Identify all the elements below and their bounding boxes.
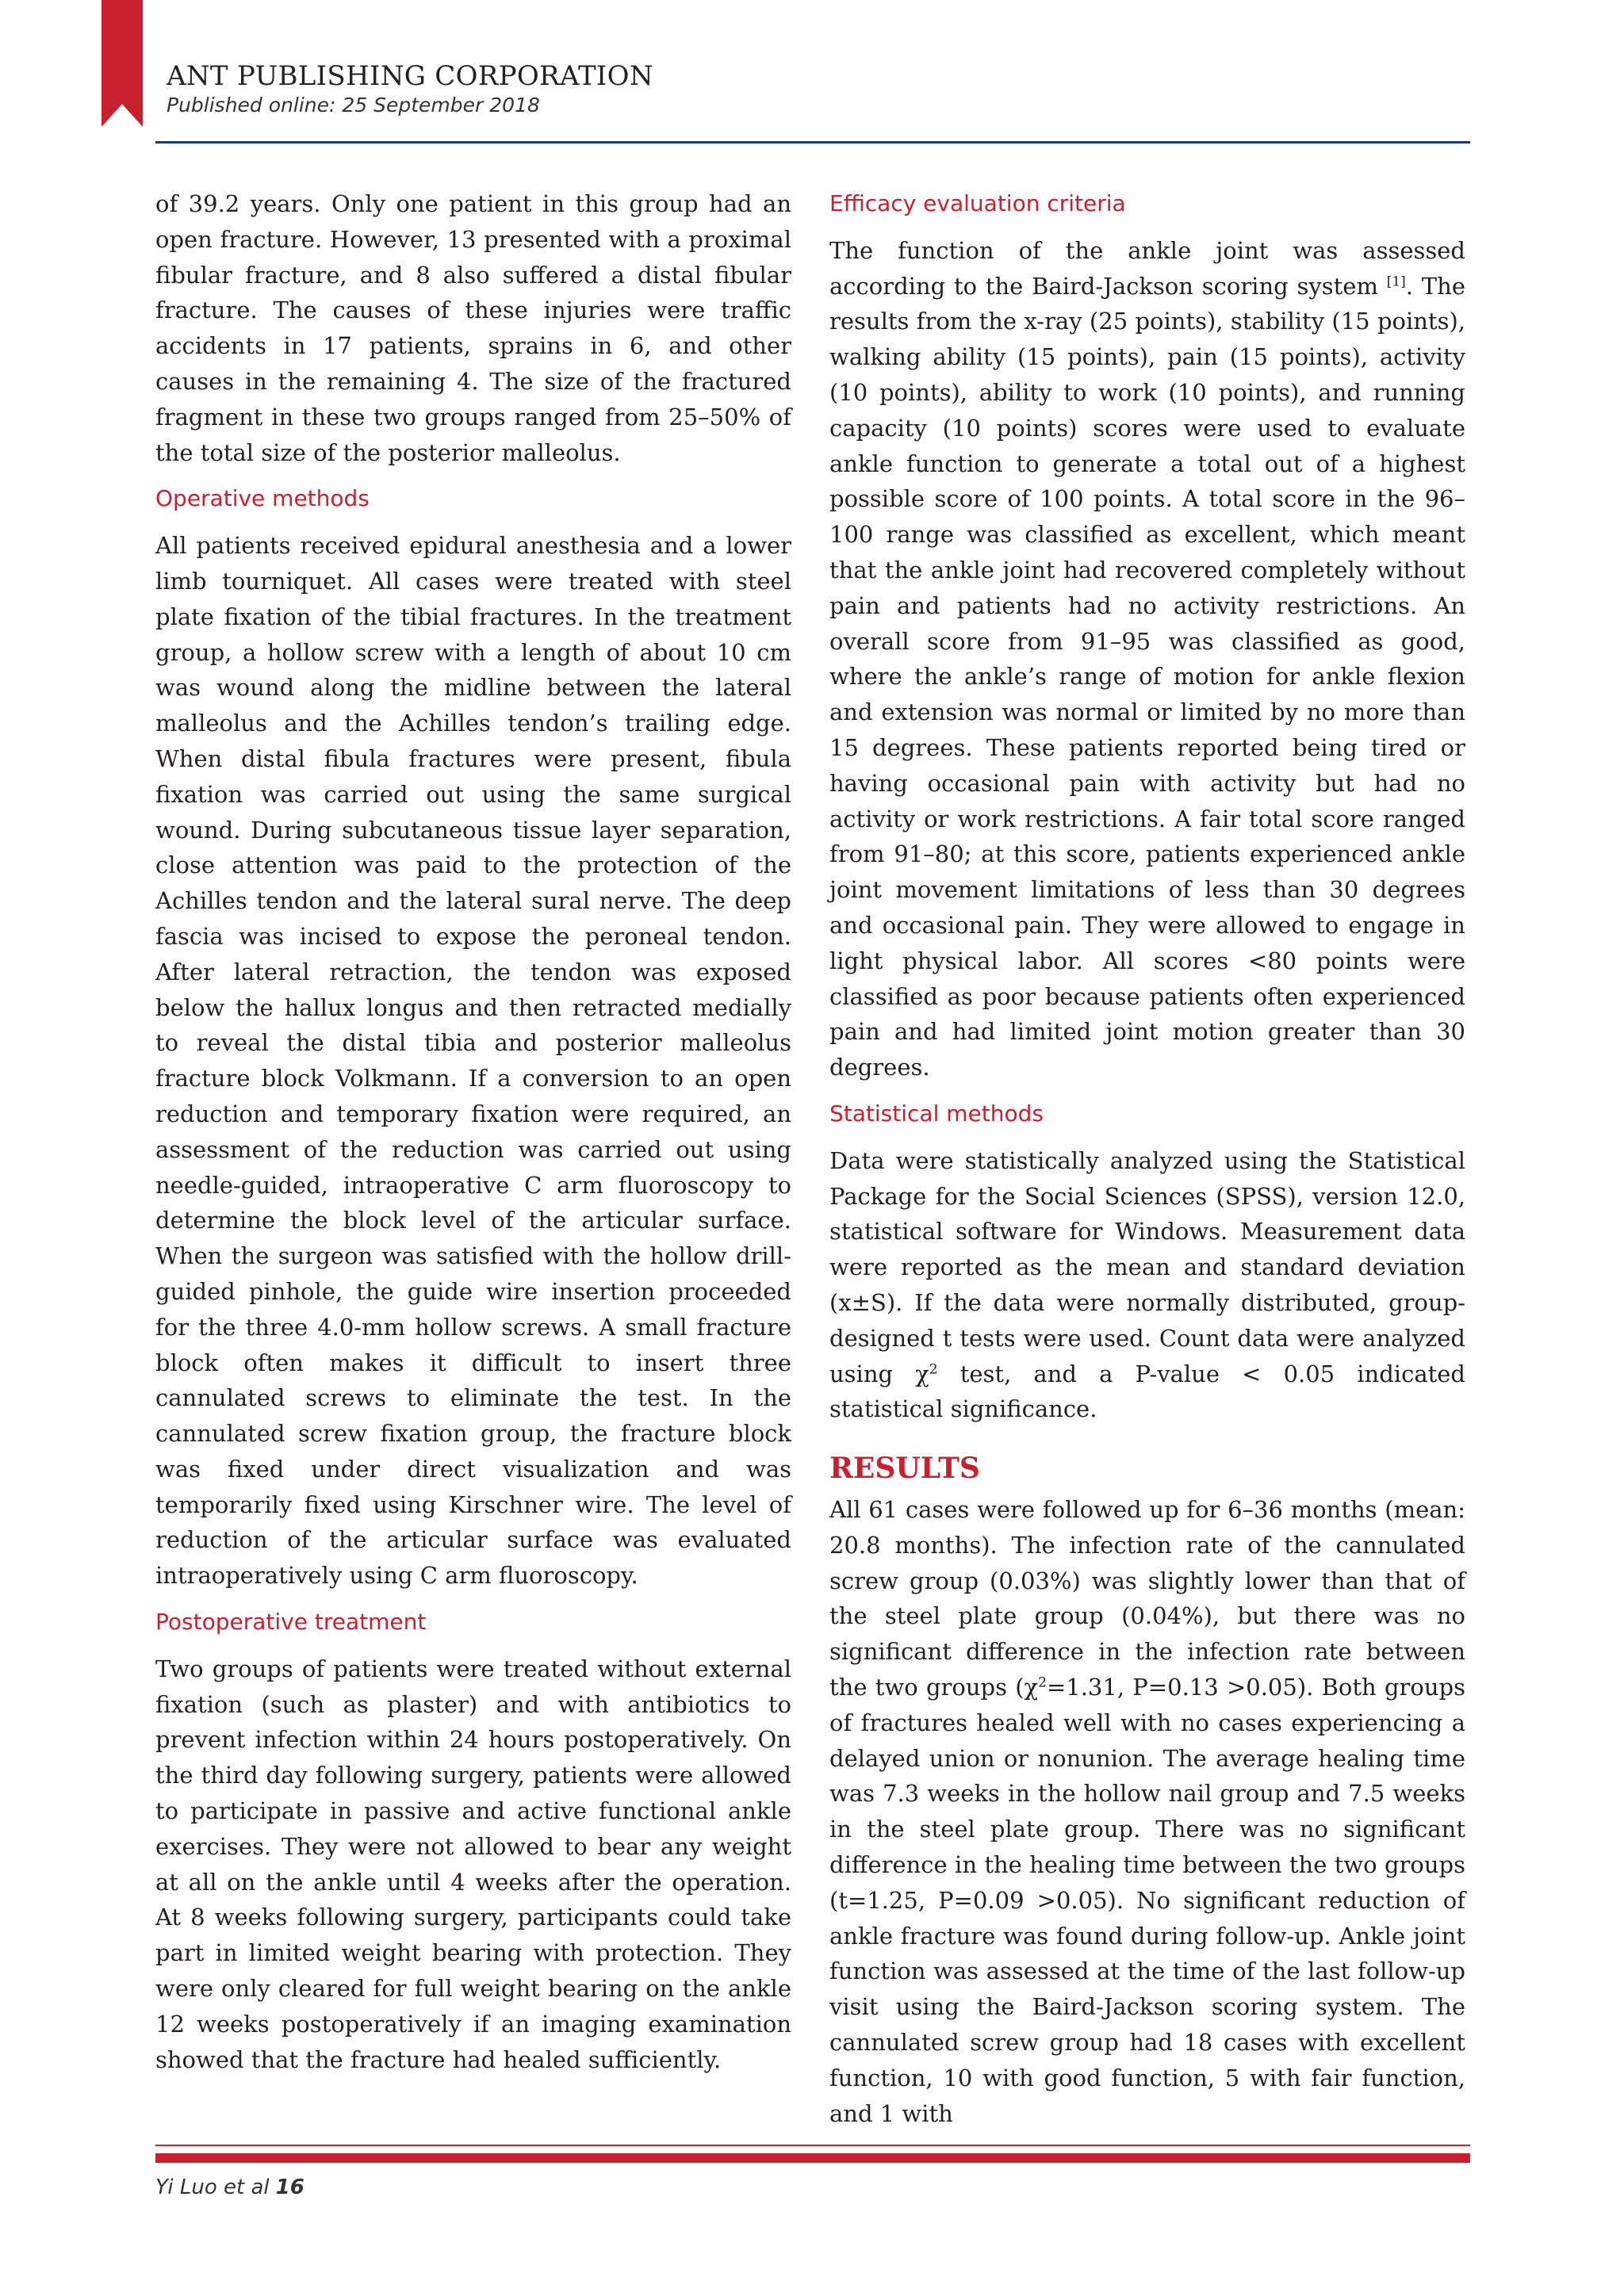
stats-text-part-1: Data were statistically analyzed using the Statistical Package for the Social Sciences (SPSS), version 12.0, statistical software for Windows. Measurement data were reported as the mean and standard deviation (x±S). If the data were normally distributed, group-designed t tests were used. Count data were analyzed using χ: [829, 1146, 1465, 1387]
footer-divider-thin: [155, 2145, 1470, 2146]
operative-methods-heading: Operative methods: [155, 485, 370, 512]
left-column: [155, 186, 791, 2077]
footer-divider-thick: [155, 2153, 1470, 2163]
stats-text-part-2: test, and a P-value < 0.05 indicated statistical significance.: [829, 1360, 1465, 1423]
right-column: [829, 186, 1465, 2131]
statistical-methods-heading: Statistical methods: [829, 1100, 1044, 1127]
header-divider: [155, 141, 1470, 144]
publisher-name: ANT PUBLISHING CORPORATION: [167, 60, 653, 92]
statistical-methods-paragraph: [829, 1143, 1465, 1427]
results-text-part-1: All 61 cases were followed up for 6–36 months (mean: 20.8 months). The infection rate of the cannulated screw group (0.03%) was slightly lower than that of the steel plate group (0.04%), but there was no significant difference in the infection rate between the two groups (χ: [829, 1496, 1465, 1701]
results-text-part-2: =1.31, P=0.13 >0.05). Both groups of fractures healed well with no cases experiencing a delayed union or nonunion. The average healing time was 7.3 weeks in the hollow nail group and 7.5 weeks in the steel plate group. There was no significant difference in the healing time between the two groups (t=1.25, P=0.09 >0.05). No significant reduction of ankle fracture was found during follow-up. Ankle joint function was assessed at the time of the last follow-up visit using the Baird-Jackson scoring system. The cannulated screw group had 18 cases with excellent function, 10 with good function, 5 with fair function, and 1 with: [829, 1674, 1465, 2127]
chi-square-superscript: 2: [1038, 1674, 1047, 1691]
results-paragraph: [829, 1492, 1465, 2131]
chi-square-superscript: 2: [929, 1360, 938, 1377]
postoperative-treatment-heading: Postoperative treatment: [155, 1609, 427, 1636]
intro-paragraph: of 39.2 years. Only one patient in this group had an open fracture. However, 13 presented with a proximal fibular fracture, and 8 also suffered a distal fibular fracture. The causes of these injuries were traffic accidents in 17 patients, sprains in 6, and other causes in the remaining 4. The size of the fractured fragment in these two groups ranged from 25–50% of the total size of the posterior malleolus.: [155, 190, 791, 466]
postoperative-treatment-paragraph: Two groups of patients were treated without external fixation (such as plaster) and with antibiotics to prevent infection within 24 hours postoperatively. On the third day following surgery, patients were allowed to participate in passive and active functional ankle exercises. They were not allowed to bear any weight at all on the ankle until 4 weeks after the operation. At 8 weeks following surgery, participants could take part in limited weight bearing with protection. They were only cleared for full weight bearing on the ankle 12 weeks postoperatively if an imaging examination showed that the fracture had healed sufficiently.: [155, 1655, 791, 2073]
publication-date: Published online: 25 September 2018: [167, 94, 540, 117]
page-footer: [155, 2175, 304, 2199]
bookmark-ribbon-icon: [102, 0, 143, 127]
efficacy-criteria-paragraph: [829, 233, 1465, 1085]
operative-methods-paragraph: All patients received epidural anesthesia and a lower limb tourniquet. All cases were treated with steel plate fixation of the tibial fractures. In the treatment group, a hollow screw with a length of about 10 cm was wound along the midline between the lateral malleolus and the Achilles tendon’s trailing edge. When distal fibula fractures were present, fibula fixation was carried out using the same surgical wound. During subcutaneous tissue layer separation, close attention was paid to the protection of the Achilles tendon and the lateral sural nerve. The deep fascia was incised to expose the peroneal tendon. After lateral retraction, the tendon was exposed below the hallux longus and then retracted medially to reveal the distal tibia and posterior malleolus fracture block Volkmann. If a conversion to an open reduction and temporary fixation were required, an assessment of the reduction was carried out using needle-guided, intraoperative C arm fluoroscopy to determine the block level of the articular surface. When the surgeon was satisfied with the hollow drill-guided pinhole, the guide wire insertion proceeded for the three 4.0-mm hollow screws. A small fracture block often makes it difficult to insert three cannulated screws to eliminate the test. In the cannulated screw fixation group, the fracture block was fixed under direct visualization and was temporarily fixed using Kirschner wire. The level of reduction of the articular surface was evaluated intraoperatively using C arm fluoroscopy.: [155, 532, 791, 1590]
efficacy-text-part-2: . The results from the x-ray (25 points), stability (15 points), walking ability (15 points), pain (15 points), activity (10 points), ability to work (10 points), and running capacity (10 points) scores were used to evaluate ankle function to generate a total out of a highest possible score of 100 points. A total score in the 96–100 range was classified as excellent, which meant that the ankle joint had recovered completely without pain and patients had no activity restrictions. An overall score from 91–95 was classified as good, where the ankle’s range of motion for ankle flexion and extension was normal or limited by no more than 15 degrees. These patients reported being tired or having occasional pain with activity but had no activity or work restrictions. A fair total score ranged from 91–80; at this score, patients experienced ankle joint movement limitations of less than 30 degrees and occasional pain. They were allowed to engage in light physical labor. All scores <80 points were classified as poor because patients often experienced pain and had limited joint motion greater than 30 degrees.: [829, 272, 1465, 1081]
efficacy-criteria-heading: Efficacy evaluation criteria: [829, 190, 1126, 216]
efficacy-text-part-1: The function of the ankle joint was assessed according to the Baird-Jackson scoring system: [829, 236, 1465, 300]
results-heading: RESULTS: [829, 1452, 980, 1486]
citation-reference: [1]: [1386, 273, 1406, 289]
footer-author: Yi Luo et al: [155, 2175, 270, 2199]
page-number: 16: [275, 2175, 304, 2199]
